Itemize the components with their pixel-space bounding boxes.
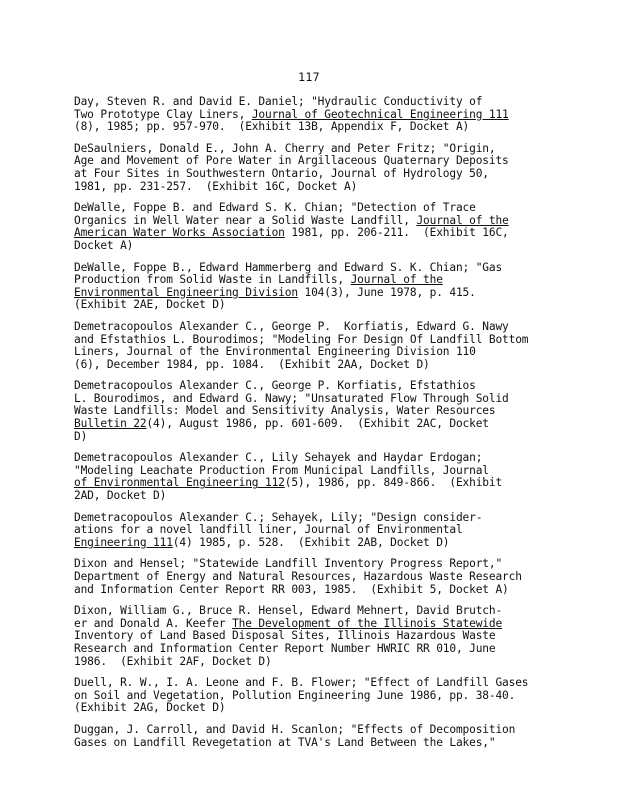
reference-line — [74, 418, 554, 431]
underlined-text: Journal of Geotechnical Engineering 111 — [251, 107, 509, 121]
reference-text: (4), August 1986, pp. 601-609. (Exhibit 2AC, Docket — [146, 417, 489, 431]
underlined-text: Journal of the — [350, 273, 443, 287]
reference-text: DeSaulniers, Donald E., John A. Cherry and Peter Fritz; "Origin, — [74, 141, 496, 155]
reference-text: Day, Steven R. and David E. Daniel; "Hydraulic Conductivity of — [74, 95, 483, 108]
reference-text: (Exhibit 2AG, Docket D) — [74, 701, 226, 715]
reference-text: (4) 1985, p. 528. (Exhibit 2AB, Docket D) — [172, 535, 450, 549]
reference-text: 1981, pp. 231-257. (Exhibit 16C, Docket A) — [74, 179, 358, 193]
reference-text: Demetracopoulos Alexander C., Lily Sehayek and Haydar Erdogan; — [74, 451, 483, 465]
reference-entry — [74, 321, 554, 371]
reference-entry — [74, 452, 554, 502]
reference-text: at Four Sites in Southwestern Ontario, Journal of Hydrology 50, — [74, 166, 489, 180]
reference-text: Production from Solid Waste in Landfills, — [74, 273, 351, 287]
underlined-text: Bulletin 22 — [74, 417, 147, 431]
page-number: 117 — [298, 70, 320, 84]
reference-text: 2AD, Docket D) — [74, 489, 167, 503]
reference-text: Age and Movement of Pore Water in Argillaceous Quaternary Deposits — [74, 154, 509, 168]
reference-entry — [74, 724, 554, 749]
reference-text: Duell, R. W., I. A. Leone and F. B. Flower; "Effect of Landfill Gases — [74, 676, 529, 690]
reference-line — [74, 702, 554, 715]
reference-text: Liners, Journal of the Environmental Engineering Division 110 — [74, 345, 476, 359]
reference-text: er and Donald A. Keefer — [74, 616, 233, 630]
reference-text: DeWalle, Foppe B. and Edward S. K. Chian; "Detection of Trace — [74, 201, 476, 215]
reference-text: Gases on Landfill Revegetation at TVA's Land Between the Lakes," — [74, 735, 496, 749]
reference-text: D) — [74, 429, 88, 443]
reference-text: Docket A) — [74, 238, 134, 252]
reference-text: 1986. (Exhibit 2AF, Docket D) — [74, 654, 272, 668]
reference-text: Duggan, J. Carroll, and David H. Scanlon; "Effects of Decomposition — [74, 722, 516, 736]
reference-text: Waste Landfills: Model and Sensitivity Analysis, Water Resources — [74, 404, 496, 418]
reference-line — [74, 121, 554, 134]
reference-entry — [74, 677, 554, 715]
reference-line — [74, 227, 554, 240]
reference-line — [74, 359, 554, 372]
reference-entry — [74, 202, 554, 252]
reference-line — [74, 490, 554, 503]
reference-entry — [74, 558, 554, 596]
reference-line — [74, 181, 554, 194]
reference-text: Research and Information Center Report Number HWRIC RR 010, June — [74, 641, 496, 655]
reference-line — [74, 656, 554, 669]
reference-line — [74, 537, 554, 550]
reference-text: Dixon and Hensel; "Statewide Landfill Inventory Progress Report," — [74, 557, 503, 571]
reference-text: Dixon, William G., Bruce R. Hensel, Edward Mehnert, David Brutch- — [74, 604, 503, 618]
underlined-text: Environmental Engineering Division — [74, 285, 298, 299]
underlined-text: The Development of the Illinois Statewide — [232, 616, 503, 630]
reference-entry — [74, 96, 554, 134]
reference-line — [74, 299, 554, 312]
reference-text: Organics in Well Water near a Solid Waste Landfill, — [74, 213, 417, 227]
reference-text: on Soil and Vegetation, Pollution Engineering June 1986, pp. 38-40. — [74, 688, 516, 702]
reference-text: Two Prototype Clay Liners, — [74, 107, 252, 121]
reference-entry — [74, 605, 554, 668]
underlined-text: American Water Works Association — [74, 226, 285, 240]
reference-line — [74, 737, 554, 750]
reference-text: Demetracopoulos Alexander C., George P. Korfiatis, Edward G. Nawy — [74, 319, 509, 333]
reference-text: (8), 1985; pp. 957-970. (Exhibit 13B, Appendix F, Docket A) — [74, 120, 470, 134]
reference-line — [74, 584, 554, 597]
reference-line — [74, 431, 554, 444]
underlined-text: Journal of the — [416, 213, 509, 227]
reference-line — [74, 240, 554, 253]
reference-text: 104(3), June 1978, p. 415. — [297, 285, 476, 299]
reference-text: and Information Center Report RR 003, 1985. (Exhibit 5, Docket A) — [74, 582, 509, 596]
reference-list — [74, 96, 554, 758]
reference-text: Demetracopoulos Alexander C.; Sehayek, Lily; "Design consider- — [74, 510, 483, 524]
underlined-text: Engineering 111 — [74, 535, 173, 549]
reference-text: Department of Energy and Natural Resources, Hazardous Waste Research — [74, 570, 522, 583]
reference-text: and Efstathios L. Bourodimos; "Modeling For Design Of Landfill Bottom — [74, 332, 529, 346]
reference-entry — [74, 380, 554, 443]
reference-text: (5), 1986, pp. 849-866. (Exhibit — [284, 476, 503, 490]
reference-text: DeWalle, Foppe B., Edward Hammerberg and Edward S. K. Chian; "Gas — [74, 260, 503, 274]
reference-text: (Exhibit 2AE, Docket D) — [74, 298, 226, 312]
reference-text: Demetracopoulos Alexander C., George P. Korfiatis, Efstathios — [74, 379, 476, 393]
reference-text: Inventory of Land Based Disposal Sites, Illinois Hazardous Waste — [74, 629, 496, 643]
reference-entry — [74, 262, 554, 312]
reference-entry — [74, 143, 554, 193]
reference-text: "Modeling Leachate Production From Municipal Landfills, Journal — [74, 463, 489, 477]
reference-text: ations for a novel landfill liner, Journal of Environmental — [74, 523, 463, 537]
underlined-text: of Environmental Engineering 112 — [74, 476, 285, 490]
reference-text: L. Bourodimos, and Edward G. Nawy; "Unsaturated Flow Through Solid — [74, 391, 509, 405]
reference-entry — [74, 512, 554, 550]
reference-text: (6), December 1984, pp. 1084. (Exhibit 2AA, Docket D) — [74, 357, 430, 371]
reference-text: 1981, pp. 206-211. (Exhibit 16C, — [284, 226, 509, 240]
